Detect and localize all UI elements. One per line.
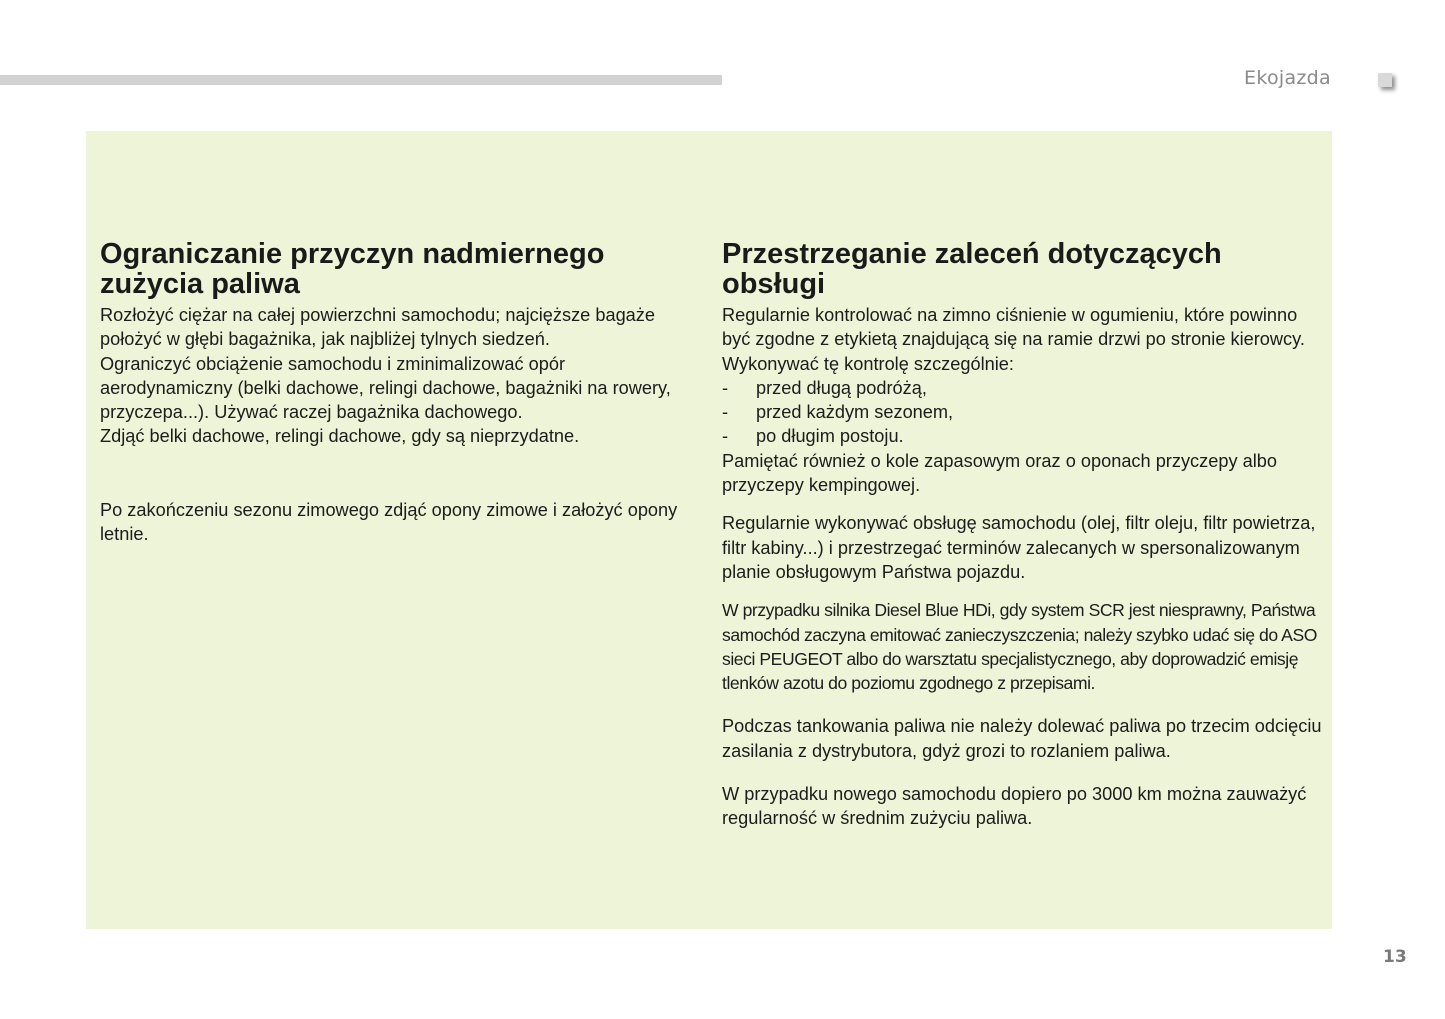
left-column (100, 239, 695, 546)
page-number: 13 (1383, 947, 1407, 967)
paragraph-scr-warning: W przypadku silnika Diesel Blue HDi, gdy system SCR jest niesprawny, Państwa samochód zaczyna emitować zanieczyszczenia; należy szybko udać się do ASO sieci PEUGEOT albo do warsztatu specjalistycznego, aby doprowadzić emisję tlenków azotu do poziomu zgodnego z przepisami. (722, 600, 1317, 694)
paragraph-service: Regularnie wykonywać obsługę samochodu (olej, filtr oleju, filtr powietrza, filtr kabiny...) i przestrzegać terminów zalecanych w spersonalizowanym planie obsługowym Państwa pojazdu. (722, 513, 1316, 582)
section-title: Ekojazda (1244, 67, 1331, 89)
list-item-text: po długim postoju. (756, 426, 904, 447)
list-item (722, 424, 1322, 448)
header-rule (0, 75, 722, 85)
paragraph-tyre-pressure: Regularnie kontrolować na zimno ciśnienie w ogumieniu, które powinno być zgodne z etykietą znajdującą się na ramie drzwi po stronie kierowcy. (722, 305, 1305, 350)
paragraph-spare-tyre: Pamiętać również o kole zapasowym oraz o oponach przyczepy albo przyczepy kempingowej. (722, 450, 1278, 496)
list-item (722, 376, 1322, 400)
paragraph-load-distribution: Rozłożyć ciężar na całej powierzchni samochodu; najcięższe bagaże położyć w głębi bagażnika, jak najbliżej tylnych siedzeń. (100, 305, 656, 350)
list-intro: Wykonywać tę kontrolę szczególnie: (722, 353, 1014, 374)
dash-marker: - (722, 426, 729, 447)
left-heading: Ograniczanie przyczyn nadmiernego zużycia paliwa (100, 238, 605, 300)
list-item-text: przed długą podróżą, (756, 377, 927, 398)
paragraph-new-car: W przypadku nowego samochodu dopiero po 3000 km można zauważyć regularność w średnim zużyciu paliwa. (722, 784, 1307, 829)
list-item-text: przed każdym sezonem, (756, 402, 954, 423)
right-column (722, 239, 1322, 831)
paragraph-refuelling: Podczas tankowania paliwa nie należy dolewać paliwa po trzecim odcięciu zasilania z dystrybutora, gdyż grozi to rozlaniem paliwa. (722, 716, 1322, 761)
dash-marker: - (722, 402, 729, 423)
gray-square-icon (1378, 73, 1392, 87)
content-panel (86, 131, 1332, 929)
paragraph-reduce-load: Ograniczyć obciążenie samochodu i zminimalizować opór aerodynamiczny (belki dachowe, relingi dachowe, bagażniki na rowery, przyczepa...). Używać raczej bagażnika dachowego. (100, 353, 671, 423)
paragraph-remove-racks: Zdjąć belki dachowe, relingi dachowe, gdy są nieprzydatne. (100, 426, 580, 447)
list-item (722, 400, 1322, 424)
right-heading: Przestrzeganie zaleceń dotyczących obsługi (722, 238, 1222, 300)
dash-marker: - (722, 377, 729, 398)
paragraph-winter-tyres: Po zakończeniu sezonu zimowego zdjąć opony zimowe i założyć opony letnie. (100, 499, 678, 545)
